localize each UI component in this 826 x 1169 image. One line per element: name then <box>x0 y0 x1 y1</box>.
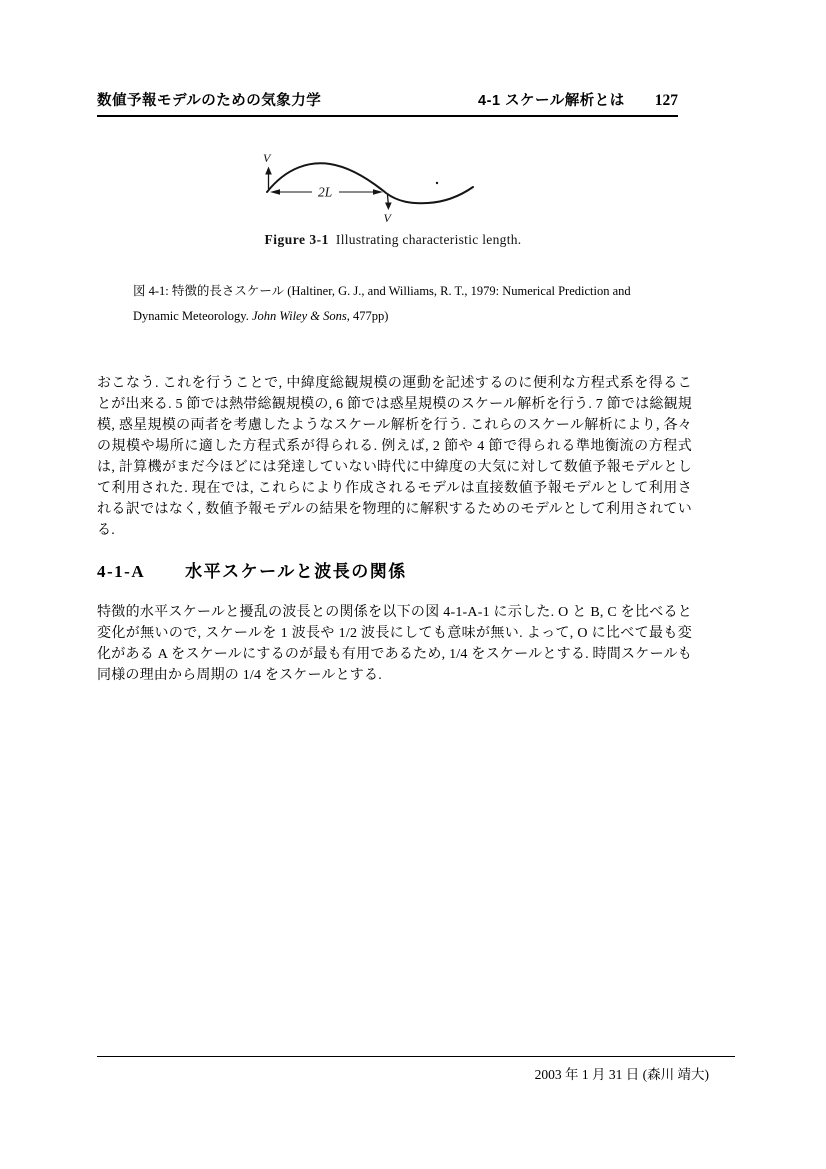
caption-line-2 <box>133 304 693 329</box>
section-indicator: 4-1 スケール解析とは <box>478 93 625 109</box>
figure-caption <box>232 232 554 248</box>
running-title: 数値予報モデルのための気象力学 <box>97 93 322 109</box>
paragraph-1: おこなう. これを行うことで, 中緯度総観規模の運動を記述するのに便利な方程式系を得ることが出来る. 5 節では熱帯総観規模の, 6 節では惑星規模のスケール解析を行う. 7 節では総観規模, 惑星規模の両者を考慮したようなスケール解析を行う. これらのスケール解析により, 各々の規模や場所に適した方程式系が得られる. 例えば, 2 節や 4 節で得られる準地衡流の方程式は, 計算機がまだ今ほどには発達していない時代に中緯度の大気に対して数値予報モデルとして利用された. 現在では, これらにより作成されるモデルは直接数値予報モデルとして利用される訳ではなく, 数値予報モデルの結果を物理的に解釈するためのモデルとして利用されている. <box>97 376 692 538</box>
scan-speck <box>436 182 438 184</box>
down-arrow-head <box>385 203 392 211</box>
figure-caption-label: Figure 3-1 <box>264 232 329 247</box>
section-title: 水平スケールと波長の関係 <box>185 562 407 581</box>
section-heading <box>97 557 407 582</box>
page-number: 127 <box>654 92 678 109</box>
paragraph-2: 特徴的水平スケールと擾乱の波長との関係を以下の図 4-1-A-1 に示した. O と B, C を比べると変化が無いので, スケールを 1 波長や 1/2 波長にしても意味が無い. よって, O に比べて最も変化がある A をスケールにするのが最も有用であるため, 1/4 をスケールとする. 時間スケールも同様の理由から周期の 1/4 をスケールとする. <box>97 605 692 683</box>
half-wavelength-label: 2L <box>318 184 333 200</box>
page-footer <box>97 1056 735 1083</box>
up-arrow-head <box>265 167 272 175</box>
section-number: 4-1-A <box>97 562 146 581</box>
sine-wave-figure <box>232 140 554 225</box>
footer-date: 2003 年 1 月 31 日 (森川 靖大) <box>534 1067 709 1082</box>
sine-curve <box>267 163 473 203</box>
figure-3-1 <box>232 140 554 248</box>
header-right-group <box>478 89 678 110</box>
figure-caption-text: Illustrating characteristic length. <box>335 232 522 247</box>
caption-zu-4-1 <box>133 279 693 329</box>
velocity-label-bottom: V <box>383 211 391 225</box>
page-header <box>97 89 678 117</box>
caption-line2-pre: Dynamic Meteorology. <box>133 309 252 323</box>
caption-citation-italic: John Wiley & Sons <box>251 309 347 323</box>
caption-line-1: 図 4-1: 特徴的長さスケール (Haltiner, G. J., and Williams, R. T., 1979: Numerical Prediction and <box>133 284 631 298</box>
velocity-label-top: V <box>263 151 271 165</box>
caption-line2-post: , 477pp) <box>346 309 389 323</box>
